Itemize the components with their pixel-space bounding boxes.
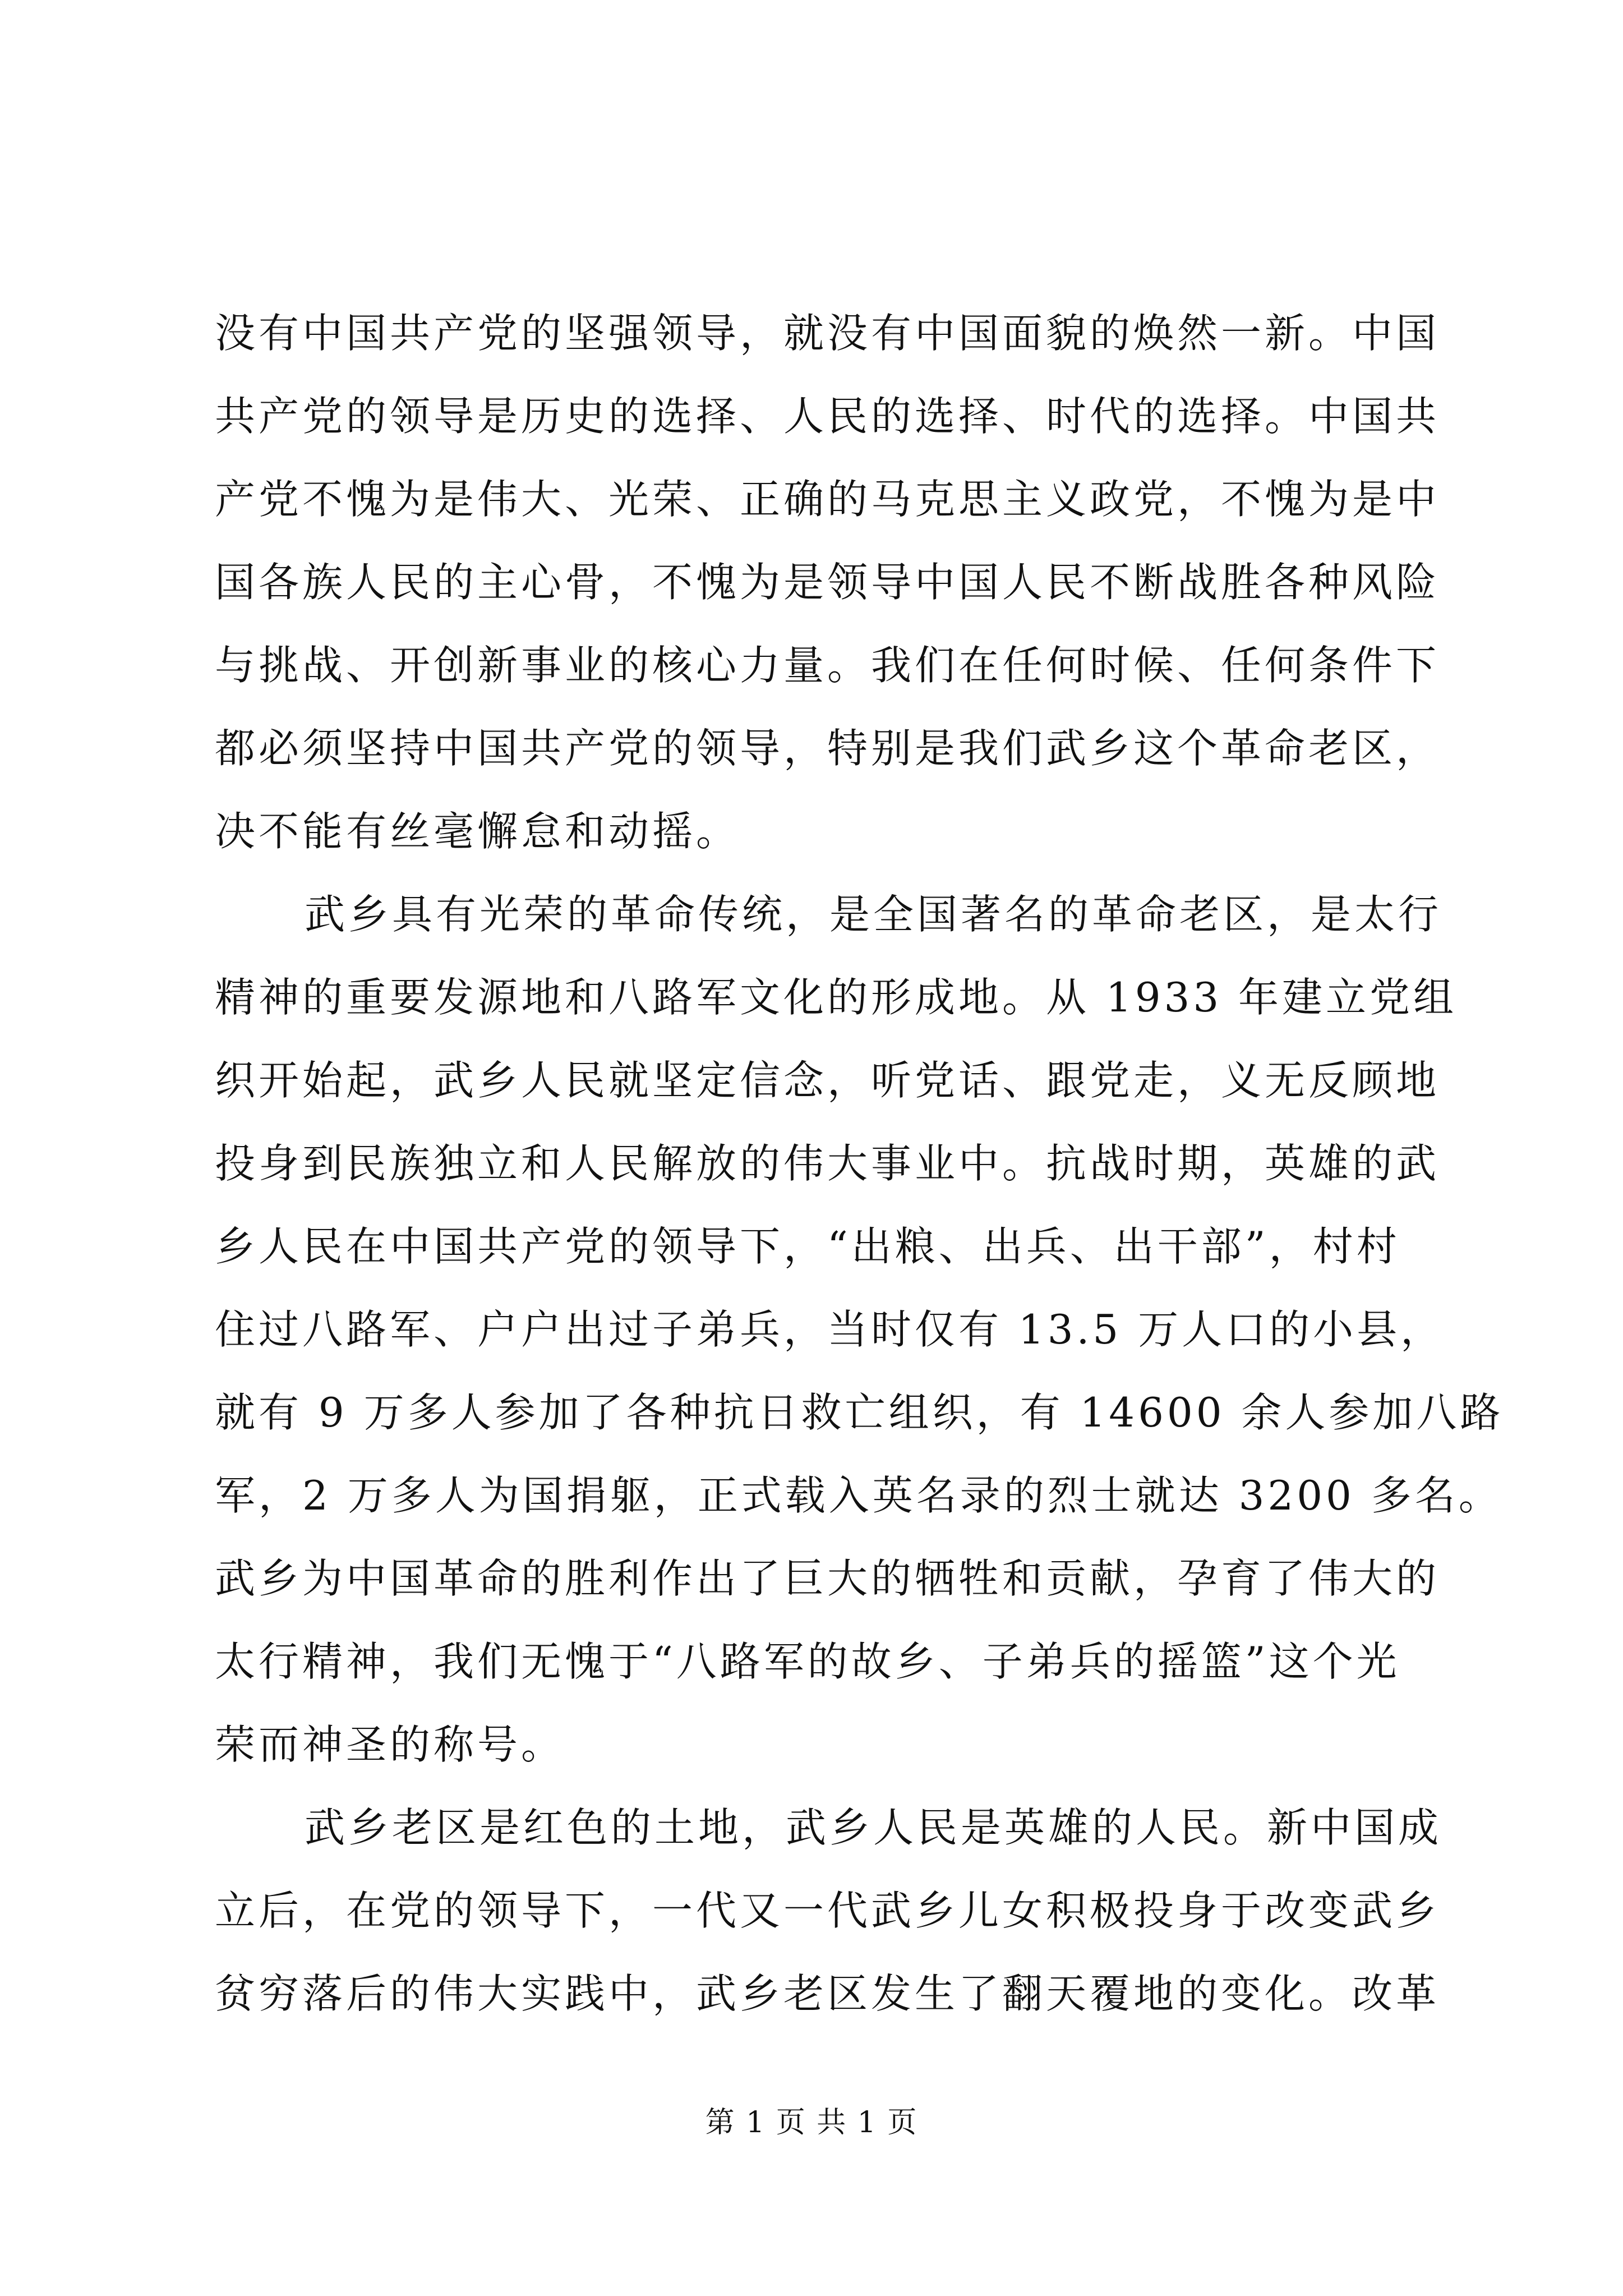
text-line: 武乡老区是红色的土地，武乡人民是英雄的人民。新中国成 [305, 1804, 1442, 1851]
text-line: 太行精神，我们无愧于“八路军的故乡、子弟兵的摇篮”这个光 [215, 1638, 1400, 1685]
text-line: 国各族人民的主心骨，不愧为是领导中国人民不断战胜各种风险 [215, 559, 1440, 606]
paragraph-3 [215, 1786, 1442, 2035]
page-number-label: 第 1 页 共 1 页 [705, 2106, 918, 2139]
text-line: 军，2 万多人为国捐躯，正式载入英名录的烈士就达 3200 多名。 [215, 1472, 1502, 1519]
text-line: 决不能有丝毫懈怠和动摇。 [215, 808, 740, 855]
text-line: 织开始起，武乡人民就坚定信念，听党话、跟党走，义无反顾地 [215, 1057, 1440, 1104]
text-line: 就有 9 万多人参加了各种抗日救亡组织，有 14600 余人参加八路 [215, 1389, 1504, 1436]
text-line: 武乡具有光荣的革命传统，是全国著名的革命老区，是太行 [305, 891, 1442, 938]
text-line: 贫穷落后的伟大实践中，武乡老区发生了翻天覆地的变化。改革 [215, 1970, 1440, 2017]
document-body [215, 292, 1504, 2035]
text-line: 产党不愧为是伟大、光荣、正确的马克思主义政党，不愧为是中 [215, 476, 1440, 523]
text-line: 与挑战、开创新事业的核心力量。我们在任何时候、任何条件下 [215, 642, 1440, 689]
text-line: 武乡为中国革命的胜利作出了巨大的牺牲和贡献，孕育了伟大的 [215, 1555, 1440, 1602]
text-line: 没有中国共产党的坚强领导，就没有中国面貌的焕然一新。中国 [215, 310, 1440, 357]
text-line: 立后，在党的领导下，一代又一代武乡儿女积极投身于改变武乡 [215, 1887, 1440, 1934]
page-footer [0, 2100, 1623, 2145]
text-line: 共产党的领导是历史的选择、人民的选择、时代的选择。中国共 [215, 393, 1440, 440]
text-line: 乡人民在中国共产党的领导下，“出粮、出兵、出干部”，村村 [215, 1223, 1400, 1270]
text-line: 荣而神圣的称号。 [215, 1721, 565, 1768]
paragraph-2 [215, 873, 1504, 1786]
text-line: 精神的重要发源地和八路军文化的形成地。从 1933 年建立党组 [215, 974, 1458, 1021]
text-line: 都必须坚持中国共产党的领导，特别是我们武乡这个革命老区， [215, 725, 1440, 772]
text-line: 住过八路军、户户出过子弟兵，当时仅有 13.5 万人口的小县， [215, 1306, 1445, 1353]
paragraph-1 [215, 292, 1440, 873]
text-line: 投身到民族独立和人民解放的伟大事业中。抗战时期，英雄的武 [215, 1140, 1440, 1187]
